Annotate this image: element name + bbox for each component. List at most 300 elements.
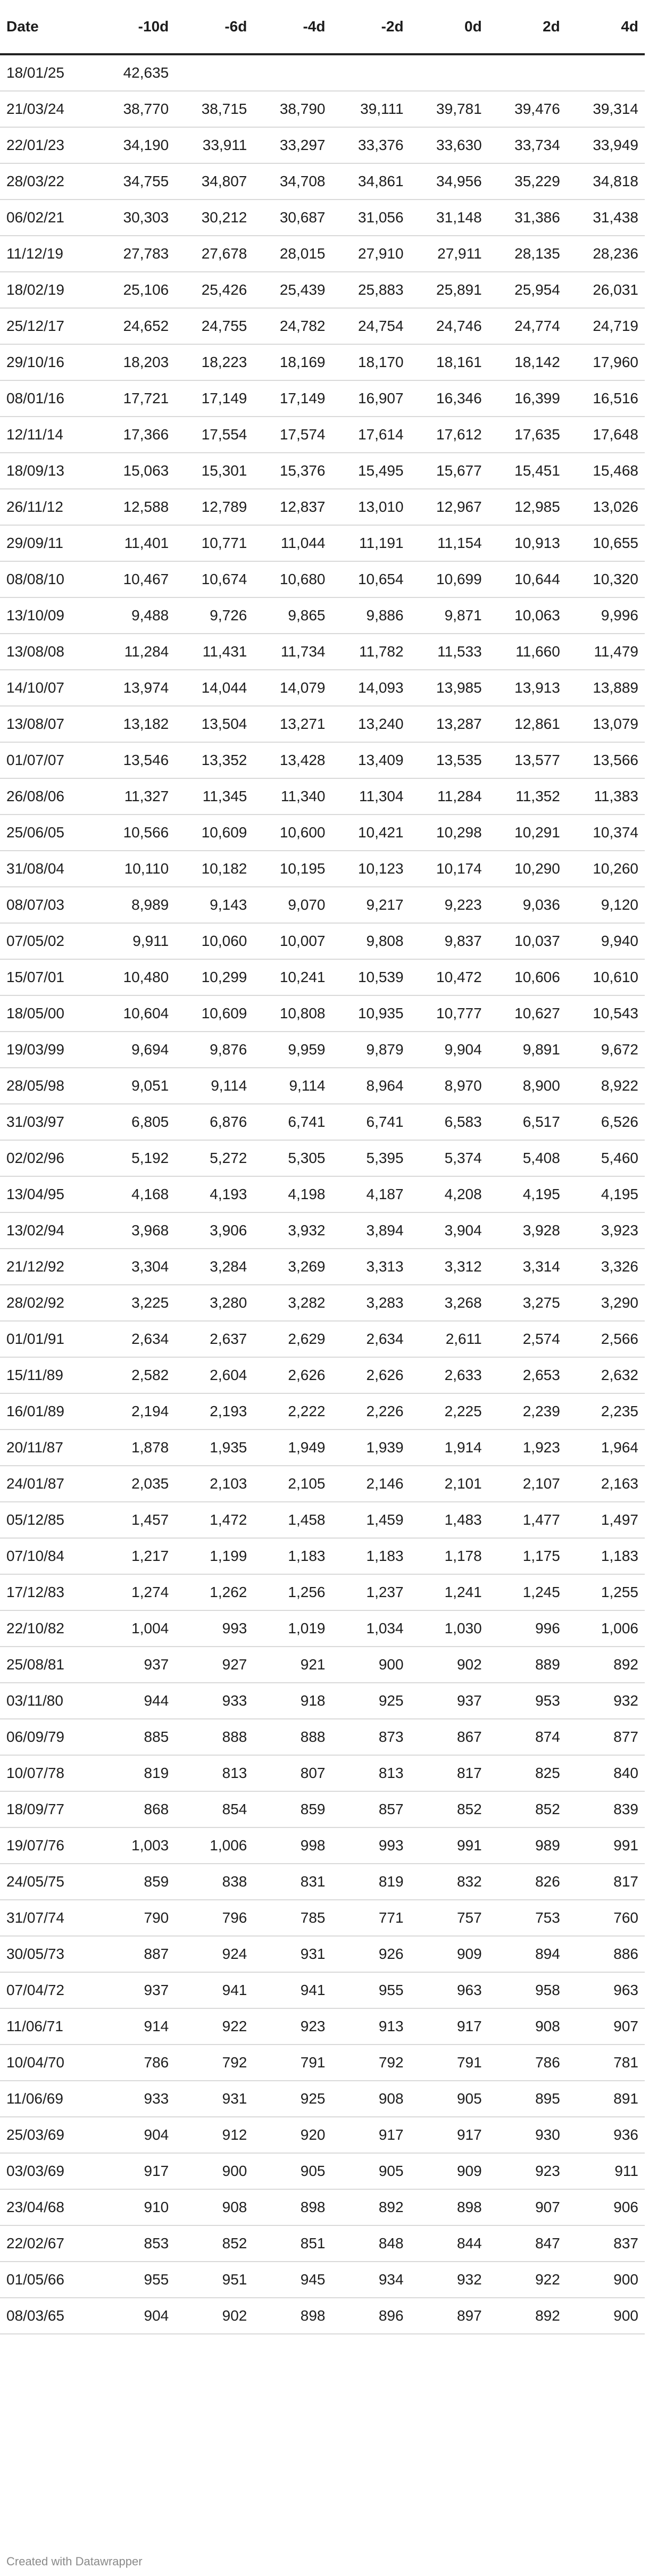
date-cell: 11/12/19 [0,236,97,272]
value-cell: 9,959 [253,1032,331,1068]
value-cell: 1,939 [331,1430,410,1466]
value-cell: 837 [567,2225,645,2262]
value-cell: 33,376 [331,127,410,163]
value-cell: 900 [175,2153,253,2189]
date-cell: 08/08/10 [0,561,97,597]
value-cell: 11,782 [331,634,410,670]
value-cell: 13,985 [410,670,488,706]
value-cell: 11,431 [175,634,253,670]
value-cell: 2,239 [488,1393,567,1430]
value-cell: 1,964 [567,1430,645,1466]
table-row [0,163,645,200]
value-cell: 3,968 [97,1212,175,1249]
value-cell: 12,985 [488,489,567,525]
value-cell: 2,163 [567,1466,645,1502]
value-cell: 11,383 [567,778,645,815]
value-cell: 13,182 [97,706,175,742]
value-cell: 27,678 [175,236,253,272]
date-cell: 21/12/92 [0,1249,97,1285]
value-cell: 796 [175,1900,253,1936]
value-cell: 2,633 [410,1357,488,1393]
value-cell: 25,954 [488,272,567,308]
value-cell: 933 [175,1683,253,1719]
value-cell: 2,582 [97,1357,175,1393]
value-cell: 9,694 [97,1032,175,1068]
value-cell: 4,168 [97,1176,175,1212]
value-cell: 925 [253,2081,331,2117]
value-cell: 917 [97,2153,175,2189]
date-cell: 03/03/69 [0,2153,97,2189]
table-row [0,634,645,670]
table-row [0,127,645,163]
value-cell: 11,327 [97,778,175,815]
value-cell: 989 [488,1827,567,1864]
value-cell: 10,543 [567,995,645,1032]
table-row [0,1212,645,1249]
value-cell: 896 [331,2298,410,2334]
value-cell: 927 [175,1647,253,1683]
value-cell: 3,283 [331,1285,410,1321]
value-cell: 18,203 [97,344,175,380]
date-cell: 18/01/25 [0,54,97,91]
table-row [0,2008,645,2045]
value-cell: 898 [410,2189,488,2225]
table-row [0,1610,645,1647]
value-cell: 963 [567,1972,645,2008]
value-cell: 12,861 [488,706,567,742]
table-row [0,1864,645,1900]
value-cell: 931 [175,2081,253,2117]
value-cell: 17,554 [175,417,253,453]
value-cell: 30,303 [97,200,175,236]
table-row [0,1538,645,1574]
value-cell: 4,187 [331,1176,410,1212]
value-cell: 1,262 [175,1574,253,1610]
value-cell: 953 [488,1683,567,1719]
table-row [0,453,645,489]
value-cell: 922 [175,2008,253,2045]
value-cell: 3,268 [410,1285,488,1321]
date-cell: 14/10/07 [0,670,97,706]
value-cell: 34,190 [97,127,175,163]
value-cell: 9,940 [567,923,645,959]
value-cell: 892 [331,2189,410,2225]
date-cell: 13/04/95 [0,1176,97,1212]
value-cell: 26,031 [567,272,645,308]
value-cell: 2,103 [175,1466,253,1502]
value-cell: 10,123 [331,851,410,887]
table-row [0,1068,645,1104]
value-cell: 791 [410,2045,488,2081]
value-cell: 1,274 [97,1574,175,1610]
date-cell: 25/12/17 [0,308,97,344]
value-cell: 1,245 [488,1574,567,1610]
value-cell: 1,034 [331,1610,410,1647]
value-cell: 9,120 [567,887,645,923]
value-cell: 847 [488,2225,567,2262]
table-row [0,2081,645,2117]
value-cell: 991 [567,1827,645,1864]
value-cell: 15,451 [488,453,567,489]
value-cell: 16,516 [567,380,645,417]
value-cell: 6,526 [567,1104,645,1140]
value-cell: 1,241 [410,1574,488,1610]
value-cell: 15,376 [253,453,331,489]
value-cell: 10,110 [97,851,175,887]
table-row [0,2153,645,2189]
value-cell: 852 [175,2225,253,2262]
value-cell: 813 [175,1755,253,1791]
value-cell: 1,006 [567,1610,645,1647]
date-cell: 28/03/22 [0,163,97,200]
value-cell: 17,721 [97,380,175,417]
value-cell: 11,284 [97,634,175,670]
value-cell: 1,477 [488,1502,567,1538]
value-cell: 2,146 [331,1466,410,1502]
value-cell: 5,192 [97,1140,175,1176]
value-cell: 38,715 [175,91,253,127]
value-cell: 25,883 [331,272,410,308]
value-cell: 10,655 [567,525,645,561]
value-cell: 27,783 [97,236,175,272]
table-body [0,54,645,2334]
value-cell: 895 [488,2081,567,2117]
table-row [0,1393,645,1430]
value-cell: 24,754 [331,308,410,344]
table-row [0,887,645,923]
table-row [0,1719,645,1755]
value-cell: 859 [253,1791,331,1827]
value-cell: 11,340 [253,778,331,815]
table-row [0,1647,645,1683]
value-cell: 25,106 [97,272,175,308]
date-cell: 28/05/98 [0,1068,97,1104]
date-cell: 31/03/97 [0,1104,97,1140]
value-cell: 840 [567,1755,645,1791]
value-cell: 42,635 [97,54,175,91]
value-cell: 10,421 [331,815,410,851]
value-cell: 33,734 [488,127,567,163]
value-cell: 900 [331,1647,410,1683]
value-cell: 15,301 [175,453,253,489]
value-cell: 34,807 [175,163,253,200]
date-cell: 17/12/83 [0,1574,97,1610]
value-cell [488,54,567,91]
table-row [0,959,645,995]
value-cell: 24,746 [410,308,488,344]
value-cell: 31,438 [567,200,645,236]
table-row [0,200,645,236]
value-cell: 5,305 [253,1140,331,1176]
value-cell: 911 [567,2153,645,2189]
date-cell: 18/09/77 [0,1791,97,1827]
value-cell: 11,284 [410,778,488,815]
value-cell: 917 [410,2117,488,2153]
value-cell: 786 [97,2045,175,2081]
value-cell: 10,241 [253,959,331,995]
value-cell: 30,687 [253,200,331,236]
column-header: -10d [97,0,175,54]
value-cell: 851 [253,2225,331,2262]
value-cell: 28,135 [488,236,567,272]
value-cell: 854 [175,1791,253,1827]
table-row [0,380,645,417]
table-row [0,1972,645,2008]
value-cell: 902 [175,2298,253,2334]
value-cell: 17,149 [253,380,331,417]
value-cell: 27,911 [410,236,488,272]
value-cell: 2,626 [253,1357,331,1393]
value-cell: 1,019 [253,1610,331,1647]
value-cell: 18,161 [410,344,488,380]
value-cell: 25,891 [410,272,488,308]
value-cell: 38,790 [253,91,331,127]
date-cell: 01/01/91 [0,1321,97,1357]
date-cell: 22/02/67 [0,2225,97,2262]
value-cell: 3,304 [97,1249,175,1285]
value-cell: 10,320 [567,561,645,597]
table-row [0,815,645,851]
value-cell: 1,255 [567,1574,645,1610]
value-cell: 34,755 [97,163,175,200]
value-cell: 791 [253,2045,331,2081]
value-cell: 17,648 [567,417,645,453]
column-header: 2d [488,0,567,54]
value-cell: 2,604 [175,1357,253,1393]
value-cell: 10,610 [567,959,645,995]
value-cell: 892 [567,1647,645,1683]
value-cell: 17,366 [97,417,175,453]
value-cell: 998 [253,1827,331,1864]
value-cell: 2,101 [410,1466,488,1502]
value-cell: 900 [567,2298,645,2334]
value-cell: 826 [488,1864,567,1900]
value-cell: 958 [488,1972,567,2008]
date-cell: 08/07/03 [0,887,97,923]
value-cell: 34,818 [567,163,645,200]
value-cell: 1,935 [175,1430,253,1466]
value-cell: 10,299 [175,959,253,995]
value-cell: 867 [410,1719,488,1755]
value-cell: 24,774 [488,308,567,344]
value-cell: 930 [488,2117,567,2153]
value-cell: 923 [488,2153,567,2189]
date-cell: 06/02/21 [0,200,97,236]
value-cell: 3,313 [331,1249,410,1285]
value-cell: 905 [253,2153,331,2189]
value-cell: 18,170 [331,344,410,380]
table-row [0,308,645,344]
table-row [0,995,645,1032]
value-cell: 4,195 [488,1176,567,1212]
value-cell: 9,051 [97,1068,175,1104]
value-cell: 2,637 [175,1321,253,1357]
value-cell: 897 [410,2298,488,2334]
value-cell: 17,960 [567,344,645,380]
value-cell: 993 [175,1610,253,1647]
table-row [0,1249,645,1285]
value-cell: 9,876 [175,1032,253,1068]
value-cell: 33,630 [410,127,488,163]
value-cell: 28,015 [253,236,331,272]
value-cell: 10,808 [253,995,331,1032]
table-row [0,54,645,91]
value-cell: 2,107 [488,1466,567,1502]
value-cell: 844 [410,2225,488,2262]
value-cell: 11,154 [410,525,488,561]
value-cell: 31,148 [410,200,488,236]
column-header: 4d [567,0,645,54]
value-cell: 813 [331,1755,410,1791]
value-cell: 9,070 [253,887,331,923]
table-row [0,1502,645,1538]
table-row [0,778,645,815]
value-cell: 9,036 [488,887,567,923]
value-cell: 945 [253,2262,331,2298]
table-row [0,1791,645,1827]
value-cell: 9,996 [567,597,645,634]
value-cell: 6,876 [175,1104,253,1140]
value-cell: 908 [331,2081,410,2117]
value-cell: 3,928 [488,1212,567,1249]
value-cell: 10,644 [488,561,567,597]
value-cell: 12,789 [175,489,253,525]
date-cell: 10/04/70 [0,2045,97,2081]
date-cell: 18/09/13 [0,453,97,489]
value-cell: 10,654 [331,561,410,597]
value-cell: 2,634 [331,1321,410,1357]
value-cell: 1,472 [175,1502,253,1538]
value-cell: 16,346 [410,380,488,417]
value-cell: 13,079 [567,706,645,742]
value-cell: 1,217 [97,1538,175,1574]
value-cell: 34,708 [253,163,331,200]
value-cell [567,54,645,91]
value-cell: 6,805 [97,1104,175,1140]
date-cell: 13/08/08 [0,634,97,670]
value-cell: 10,060 [175,923,253,959]
date-cell: 03/11/80 [0,1683,97,1719]
value-cell: 6,741 [253,1104,331,1140]
value-cell: 13,352 [175,742,253,778]
value-cell: 3,284 [175,1249,253,1285]
value-cell: 39,111 [331,91,410,127]
value-cell: 891 [567,2081,645,2117]
date-cell: 11/06/69 [0,2081,97,2117]
value-cell: 39,781 [410,91,488,127]
value-cell: 4,208 [410,1176,488,1212]
value-cell: 963 [410,1972,488,2008]
date-cell: 26/11/12 [0,489,97,525]
value-cell: 11,734 [253,634,331,670]
value-cell: 857 [331,1791,410,1827]
value-cell: 2,653 [488,1357,567,1393]
value-cell: 1,483 [410,1502,488,1538]
table-row [0,1827,645,1864]
value-cell [410,54,488,91]
date-cell: 24/01/87 [0,1466,97,1502]
value-cell: 2,235 [567,1393,645,1430]
value-cell: 10,609 [175,815,253,851]
value-cell: 1,914 [410,1430,488,1466]
value-cell: 31,386 [488,200,567,236]
value-cell: 753 [488,1900,567,1936]
value-cell: 1,878 [97,1430,175,1466]
value-cell: 1,003 [97,1827,175,1864]
value-cell: 10,600 [253,815,331,851]
value-cell: 9,808 [331,923,410,959]
table-row [0,1176,645,1212]
value-cell: 1,183 [567,1538,645,1574]
value-cell: 27,910 [331,236,410,272]
value-cell: 10,007 [253,923,331,959]
value-cell: 9,911 [97,923,175,959]
value-cell: 917 [410,2008,488,2045]
value-cell: 10,566 [97,815,175,851]
value-cell: 2,225 [410,1393,488,1430]
date-cell: 18/05/00 [0,995,97,1032]
value-cell: 18,169 [253,344,331,380]
date-cell: 19/03/99 [0,1032,97,1068]
value-cell: 900 [567,2262,645,2298]
value-cell: 2,226 [331,1393,410,1430]
value-cell: 926 [331,1936,410,1972]
value-cell: 904 [97,2117,175,2153]
date-cell: 13/02/94 [0,1212,97,1249]
value-cell: 996 [488,1610,567,1647]
value-cell: 781 [567,2045,645,2081]
value-cell: 3,269 [253,1249,331,1285]
value-cell: 4,193 [175,1176,253,1212]
value-cell: 9,143 [175,887,253,923]
value-cell: 9,223 [410,887,488,923]
value-cell: 932 [567,1683,645,1719]
value-cell: 6,741 [331,1104,410,1140]
value-cell: 10,627 [488,995,567,1032]
table-row [0,742,645,778]
value-cell: 25,439 [253,272,331,308]
value-cell: 10,195 [253,851,331,887]
value-cell: 28,236 [567,236,645,272]
value-cell: 873 [331,1719,410,1755]
value-cell: 888 [175,1719,253,1755]
value-cell: 15,677 [410,453,488,489]
value-cell: 34,861 [331,163,410,200]
table-row [0,1032,645,1068]
value-cell: 5,374 [410,1140,488,1176]
value-cell: 3,906 [175,1212,253,1249]
value-cell: 13,889 [567,670,645,706]
value-cell: 13,535 [410,742,488,778]
value-cell: 2,629 [253,1321,331,1357]
value-cell: 888 [253,1719,331,1755]
value-cell: 17,574 [253,417,331,453]
value-cell: 13,026 [567,489,645,525]
value-cell: 933 [97,2081,175,2117]
value-cell: 35,229 [488,163,567,200]
value-cell: 11,191 [331,525,410,561]
value-cell: 937 [97,1647,175,1683]
date-cell: 25/03/69 [0,2117,97,2153]
value-cell: 17,614 [331,417,410,453]
table-row [0,1285,645,1321]
value-cell: 10,609 [175,995,253,1032]
value-cell: 24,755 [175,308,253,344]
value-cell: 831 [253,1864,331,1900]
value-cell: 937 [97,1972,175,2008]
value-cell: 955 [331,1972,410,2008]
value-cell: 13,428 [253,742,331,778]
